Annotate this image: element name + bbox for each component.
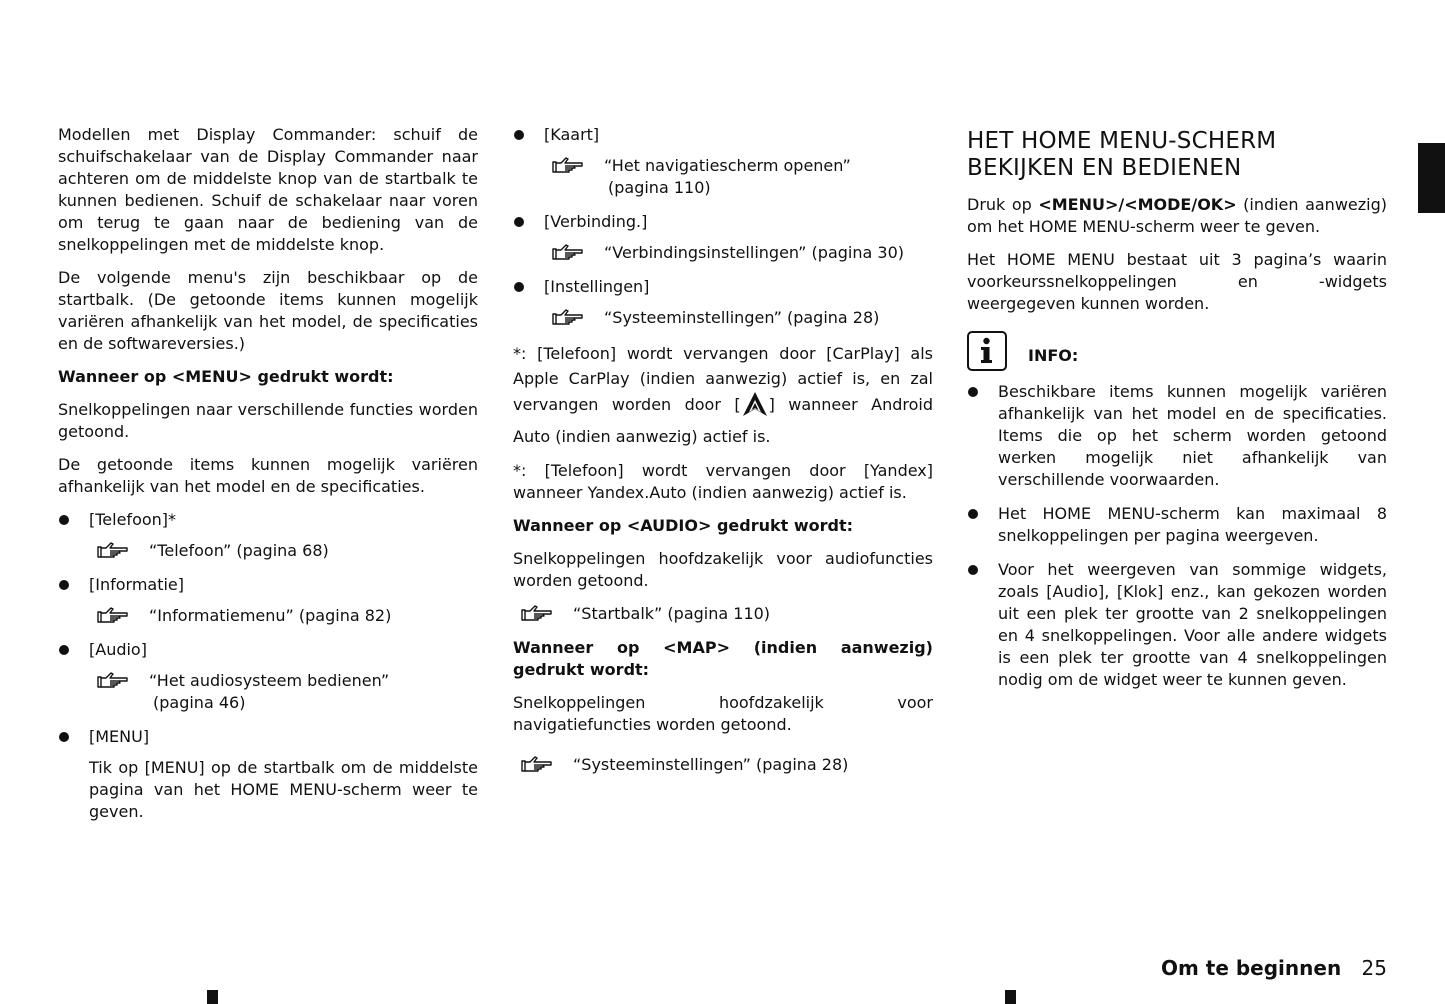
info-header	[967, 331, 1387, 371]
note-yandex: *: [Telefoon] wordt vervangen door [Yandex] wanneer Yandex.Auto (indien aanwezig) actief is.	[513, 461, 933, 502]
reference-audiosysteem[interactable]: “Het audiosysteem bedienen” (pagina 46)	[58, 670, 478, 714]
pointing-hand-icon	[552, 156, 584, 180]
reference-startbalk[interactable]: “Startbalk” (pagina 110)	[513, 603, 933, 625]
paragraph-display-commander: Modellen met Display Commander: schuif de schuifschakelaar van de Display Commander naar achteren om de middelste knop van de startbalk te kunnen bedienen. Schuif de schakelaar naar voren om terug te gaan naar de bediening van de snelkoppelingen met de middelste knop.	[58, 125, 478, 254]
bullet-icon	[514, 130, 524, 140]
info-label: INFO:	[1028, 346, 1079, 365]
reference-telefoon[interactable]: “Telefoon” (pagina 68)	[58, 540, 478, 562]
list-item-telefoon: [Telefoon]*	[58, 509, 478, 531]
pointing-hand-icon	[521, 604, 553, 628]
section-title: HET HOME MENU-SCHERM BEKIJKEN EN BEDIENEN	[967, 128, 1277, 181]
chapter-tab	[1418, 143, 1445, 213]
subheading-menu: Wanneer op <MENU> gedrukt wordt:	[58, 367, 394, 386]
paragraph-press-menu: Druk op <MENU>/<MODE/OK> (indien aanwezig) om het HOME MENU-scherm weer te geven.	[967, 195, 1387, 236]
paragraph-audio-shortcuts: Snelkoppelingen hoofdzakelijk voor audiofuncties worden getoond.	[513, 549, 933, 590]
bullet-icon	[59, 645, 69, 655]
bullet-icon	[514, 282, 524, 292]
info-item: Beschikbare items kunnen mogelijk variëren afhankelijk van het model en de specificaties. Items die op het scherm worden getoond werken mogelijk niet afhankelijk van verschillende voorwaarden.	[967, 381, 1387, 491]
paragraph-shortcuts: Snelkoppelingen naar verschillende functies worden getoond.	[58, 400, 478, 441]
paragraph-map-shortcuts: Snelkoppelingen hoofdzakelijk voor navigatiefuncties worden getoond.	[513, 693, 933, 734]
list-item-audio: [Audio]	[58, 639, 478, 661]
bullet-icon	[59, 732, 69, 742]
reference-navigatiescherm[interactable]: “Het navigatiescherm openen” (pagina 110)	[513, 155, 933, 199]
info-icon	[967, 331, 1007, 371]
list-item-instellingen: [Instellingen]	[513, 276, 933, 298]
bullet-icon	[968, 509, 978, 519]
bullet-icon	[514, 217, 524, 227]
crop-mark	[1005, 990, 1016, 1004]
column-left	[58, 124, 478, 834]
reference-informatiemenu[interactable]: “Informatiemenu” (pagina 82)	[58, 605, 478, 627]
info-item: Het HOME MENU-scherm kan maximaal 8 snelkoppelingen per pagina weergeven.	[967, 503, 1387, 547]
list-item-kaart: [Kaart]	[513, 124, 933, 146]
note-carplay: *: [Telefoon] wordt vervangen door [CarPlay] als Apple CarPlay (indien aanwezig) actief is, en zal vervangen worden door [ ] wanneer Android Auto (indien aanwezig) actief is.	[513, 344, 933, 446]
list-item-informatie: [Informatie]	[58, 574, 478, 596]
list-item-verbinding: [Verbinding.]	[513, 211, 933, 233]
info-item: Voor het weergeven van sommige widgets, zoals [Audio], [Klok] enz., kan gekozen worden uit een plek ter grootte van 2 snelkoppelingen en 4 snelkoppelingen. Voor alle andere widgets is een plek ter grootte van 4 snelkoppelingen nodig om de widget weer te kunnen geven.	[967, 559, 1387, 691]
subheading-audio: Wanneer op <AUDIO> gedrukt wordt:	[513, 516, 853, 535]
pointing-hand-icon	[521, 755, 553, 779]
paragraph-menus-available: De volgende menu's zijn beschikbaar op de startbalk. (De getoonde items kunnen mogelijk variëren afhankelijk van het model, de specificaties en de softwareversies.)	[58, 268, 478, 353]
reference-verbindingsinstellingen[interactable]: “Verbindingsinstellingen” (pagina 30)	[513, 242, 933, 264]
page-footer	[1161, 956, 1387, 980]
bullet-icon	[59, 515, 69, 525]
pointing-hand-icon	[97, 671, 129, 695]
subheading-map: Wanneer op <MAP> (indien aanwezig) gedrukt wordt:	[513, 638, 933, 679]
pointing-hand-icon	[552, 243, 584, 267]
bullet-icon	[968, 565, 978, 575]
footer-section: Om te beginnen	[1160, 956, 1342, 980]
page-number: 25	[1361, 956, 1387, 980]
bullet-icon	[968, 387, 978, 397]
reference-systeeminstellingen-map[interactable]: “Systeeminstellingen” (pagina 28)	[513, 754, 933, 776]
android-auto-icon	[742, 391, 768, 424]
paragraph-items-vary: De getoonde items kunnen mogelijk variëren afhankelijk van het model en de specificaties.	[58, 455, 478, 496]
list-item-menu: [MENU]	[58, 726, 478, 748]
pointing-hand-icon	[97, 541, 129, 565]
pointing-hand-icon	[97, 606, 129, 630]
column-right	[967, 124, 1387, 703]
column-middle	[513, 124, 933, 788]
bullet-icon	[59, 580, 69, 590]
crop-mark	[207, 990, 218, 1004]
paragraph-home-menu-pages: Het HOME MENU bestaat uit 3 pagina’s waarin voorkeurssnelkoppelingen en -widgets weergegeven kunnen worden.	[967, 250, 1387, 313]
paragraph-menu-tap: Tik op [MENU] op de startbalk om de middelste pagina van het HOME MENU-scherm weer te geven.	[89, 758, 478, 821]
pointing-hand-icon	[552, 308, 584, 332]
reference-systeeminstellingen[interactable]: “Systeeminstellingen” (pagina 28)	[513, 307, 933, 329]
